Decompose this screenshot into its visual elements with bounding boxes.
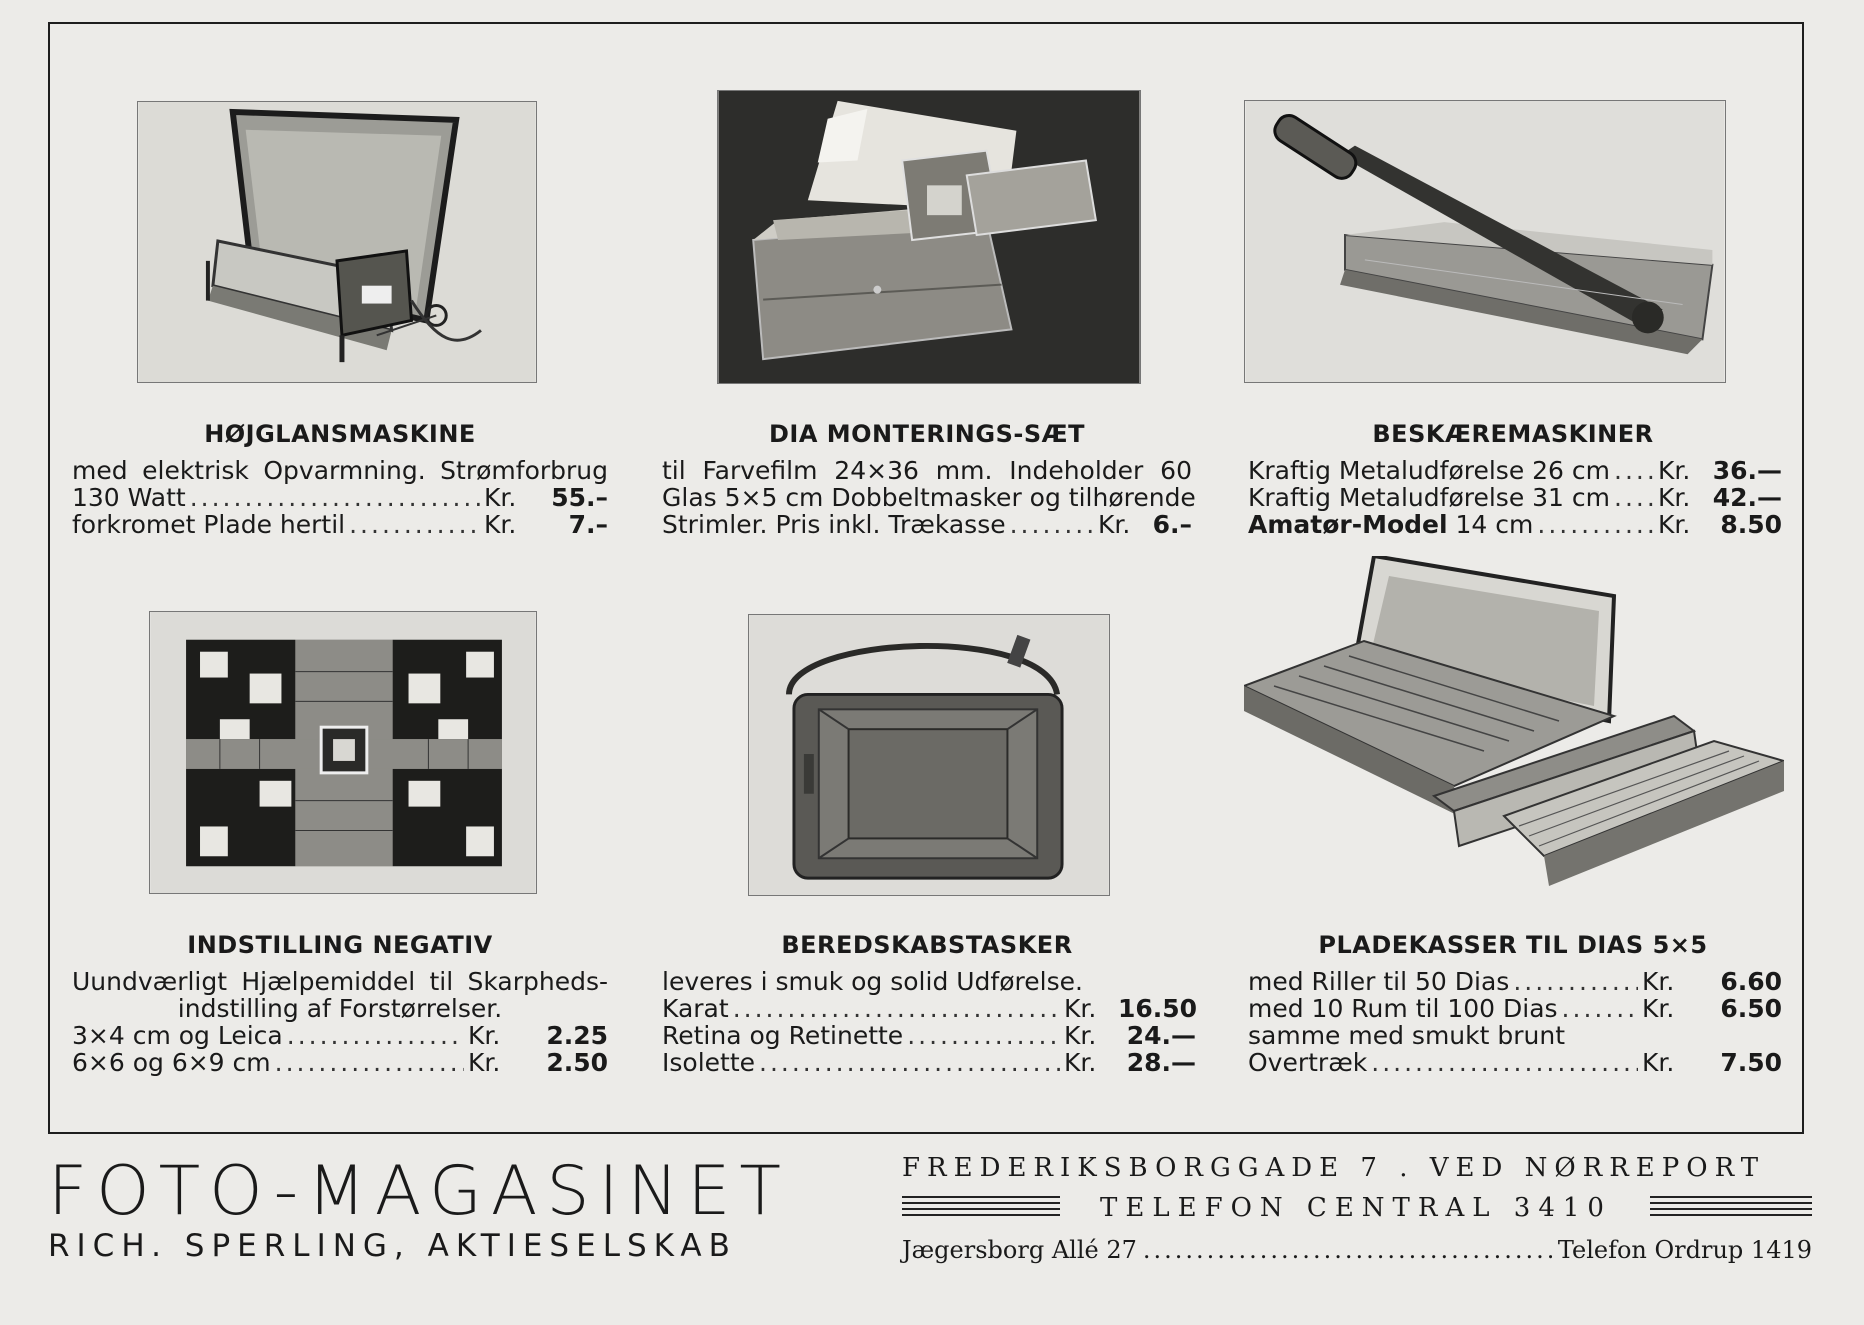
price-line: med 10 Rum til 100 Dias ..... Kr. 6.50: [1248, 995, 1782, 1022]
photo-hojglansmaskine: [137, 101, 537, 383]
product-desc-indstilling-negativ: [72, 968, 608, 1076]
product-title-indstilling-negativ: INDSTILLING NEGATIV: [187, 931, 493, 959]
product-title-hojglansmaskine: HØJGLANSMASKINE: [204, 420, 476, 448]
store-phone: TELEFON CENTRAL 3410: [1100, 1193, 1612, 1223]
price-line: Isolette ..... Kr. 28.—: [662, 1049, 1196, 1076]
product-desc-hojglansmaskine: [72, 457, 608, 538]
product-title-pladekasser: PLADEKASSER TIL DIAS 5×5: [1318, 931, 1708, 959]
photo-pladekasser: [1244, 556, 1784, 896]
product-desc-pladekasser: [1248, 968, 1782, 1076]
brand-subtitle: RICH. SPERLING, AKTIESELSKAB: [48, 1228, 737, 1264]
photo-indstilling-negativ: [149, 611, 537, 894]
slide-mounting-kit-illustration: [718, 91, 1140, 383]
price-line: 3×4 cm og Leica ..... Kr. 2.25: [72, 1022, 608, 1049]
price-line: Overtræk ..... Kr. 7.50: [1248, 1049, 1782, 1076]
slide-box-illustration: [1244, 556, 1784, 896]
store-address: FREDERIKSBORGGADE 7 . VED NØRREPORT: [902, 1153, 1766, 1183]
desc-intro: med elektrisk Opvarmning. Strømforbrug: [72, 456, 608, 485]
price-line: Kraftig Metaludførelse 26 cm ..... Kr. 36.—: [1248, 457, 1782, 484]
price-line: Amatør-Model 14 cm ..... Kr. 8.50: [1248, 511, 1782, 538]
desc-intro-line: til Farvefilm 24×36 mm. Indeholder 60: [662, 456, 1192, 485]
product-title-beredskabstasker: BEREDSKABSTASKER: [781, 931, 1073, 959]
focusing-negative-illustration: [150, 612, 536, 893]
price-line: Karat ..... Kr. 16.50: [662, 995, 1196, 1022]
photo-beredskabstasker: [748, 614, 1110, 896]
price-line: Strimler. Pris inkl. Trækasse ..... Kr. 6.–: [662, 511, 1192, 538]
paper-trimmer-illustration: [1245, 101, 1725, 382]
glazing-machine-illustration: [138, 102, 536, 382]
photo-beskaeremaskiner: [1244, 100, 1726, 383]
brand-name: FOTO-MAGASINET: [48, 1152, 790, 1231]
product-desc-beredskabstasker: [662, 968, 1196, 1076]
branch-line: [902, 1236, 1812, 1264]
desc-intro-line: Uundværligt Hjælpemiddel til Skarpheds-: [72, 967, 608, 996]
price-line: forkromet Plade hertil ..... Kr. 7.–: [72, 511, 608, 538]
product-title-dia-monterings-saet: DIA MONTERINGS-SÆT: [768, 420, 1086, 448]
desc-intro-line: indstilling af Forstørrelser.: [177, 994, 503, 1023]
product-desc-beskaeremaskiner: [1248, 457, 1782, 538]
branch-address: Jægersborg Allé 27: [902, 1236, 1137, 1264]
price-line: 6×6 og 6×9 cm ..... Kr. 2.50: [72, 1049, 608, 1076]
desc-intro-line: Glas 5×5 cm Dobbeltmasker og tilhørende: [662, 483, 1196, 512]
desc-extra: samme med smukt brunt: [1248, 1021, 1566, 1050]
branch-phone: Telefon Ordrup 1419: [1557, 1236, 1812, 1264]
desc-intro: leveres i smuk og solid Udførelse.: [662, 967, 1083, 996]
price-line: Retina og Retinette ..... Kr. 24.—: [662, 1022, 1196, 1049]
decorative-rule-right: [1650, 1196, 1812, 1218]
price-line: 130 Watt ..... Kr. 55.–: [72, 484, 608, 511]
photo-dia-monterings-saet: [717, 90, 1141, 384]
decorative-rule-left: [902, 1196, 1060, 1218]
price-line: med Riller til 50 Dias ..... Kr. 6.60: [1248, 968, 1782, 995]
product-desc-dia-monterings-saet: [662, 456, 1196, 539]
product-title-beskaeremaskiner: BESKÆREMASKINER: [1372, 420, 1654, 448]
camera-case-illustration: [749, 615, 1109, 895]
price-line: Kraftig Metaludførelse 31 cm ..... Kr. 42.—: [1248, 484, 1782, 511]
